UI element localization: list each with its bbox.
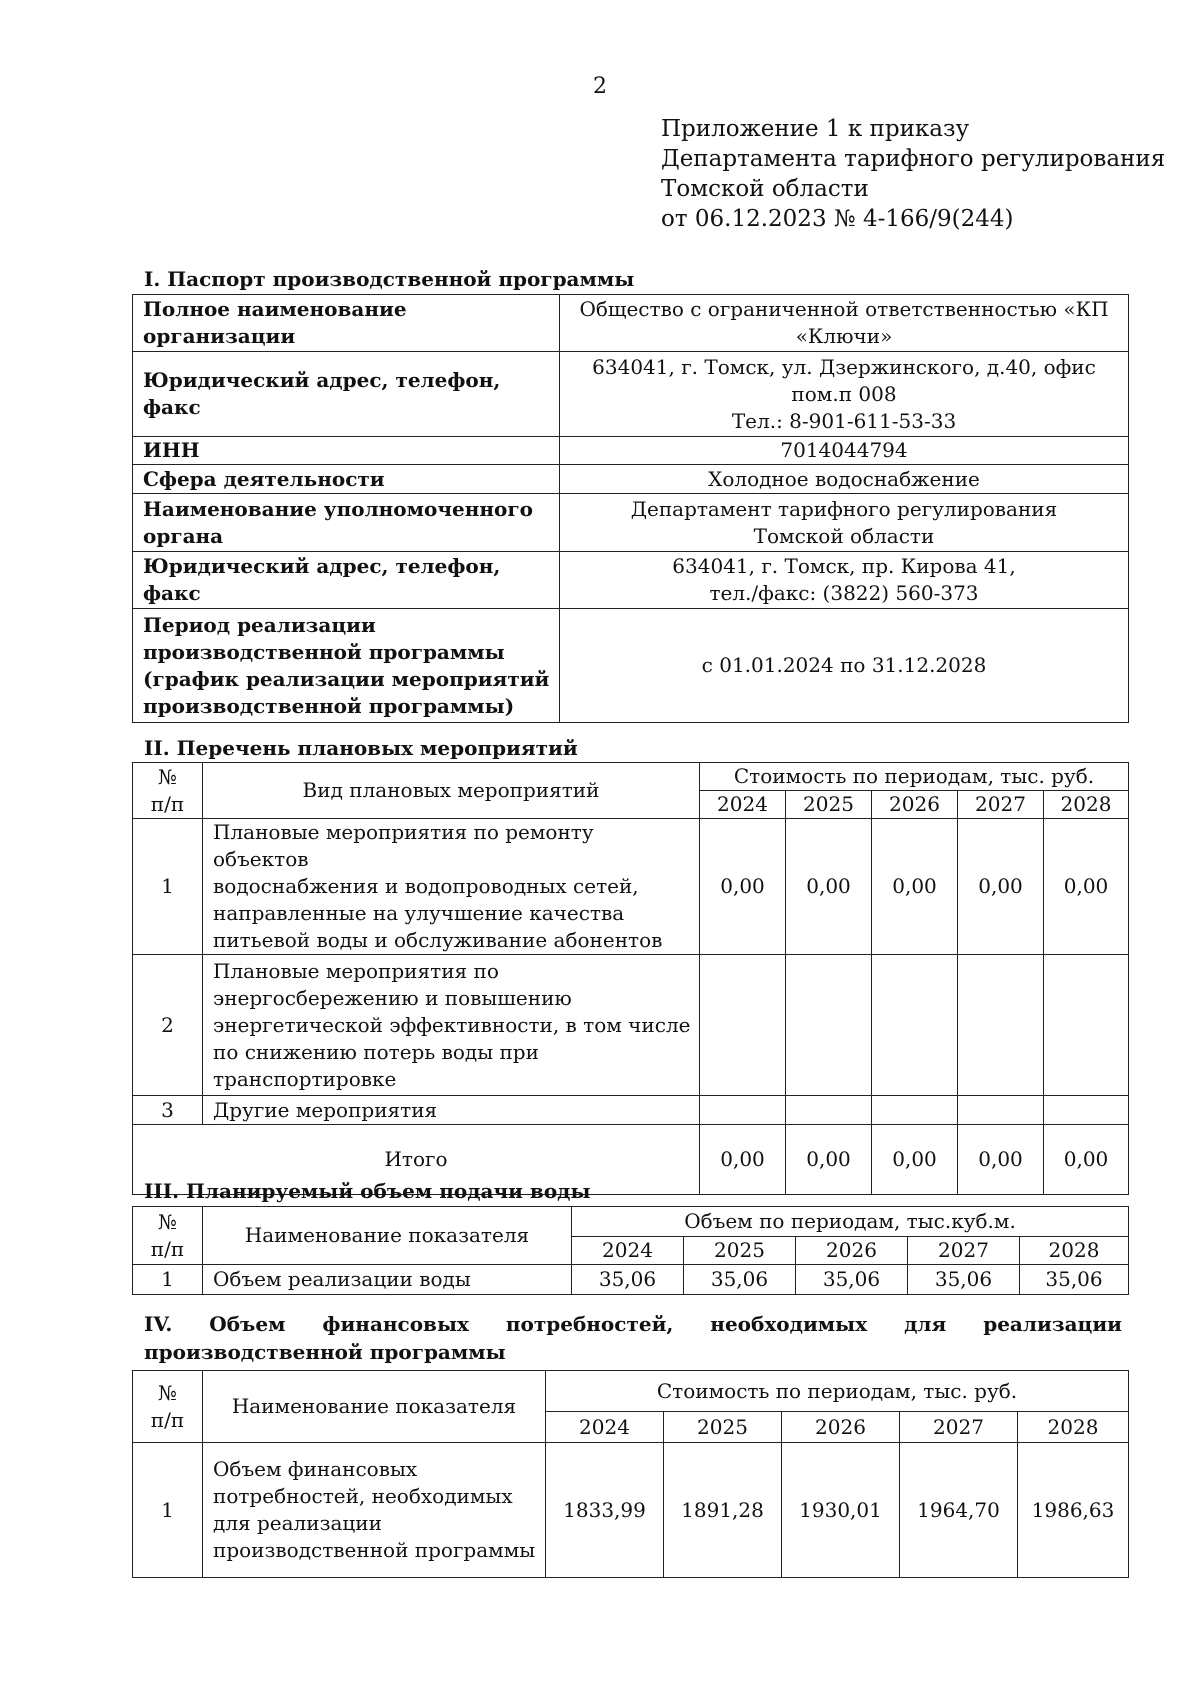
text-line: водоснабжения и водопроводных сетей, [213,874,639,898]
text-line: Другие мероприятия [213,1097,438,1122]
volume-cell: 35,06 [572,1265,684,1295]
activity-name [203,1096,700,1125]
year-header: 2028 [1044,791,1129,819]
text-line: питьевой воды и обслуживание абонентов [213,928,663,952]
text-line: Общество с ограниченной ответственностью «КП [579,297,1109,321]
col-name-header: Наименование показателя [203,1207,572,1265]
text-line: производственной программы [143,639,505,664]
section1-title: I. Паспорт производственной программы [144,267,635,291]
appendix-line: Департамента тарифного регулирования [661,146,1166,172]
activity-name [203,955,700,1096]
table-header-row [133,1207,1129,1237]
text-line: Холодное водоснабжение [708,466,980,491]
text-line: № [158,1380,177,1405]
cost-cell: 0,00 [786,819,872,955]
text-line: Полное наименование организации [143,297,407,348]
row-num: 1 [133,819,203,955]
text-line: Юридический адрес, телефон, факс [143,368,501,419]
finance-cell: 1833,99 [546,1443,664,1578]
year-header: 2027 [958,791,1044,819]
year-header: 2024 [700,791,786,819]
text-line: «Ключи» [795,324,893,348]
text-line: направленные на улучшение качества [213,901,625,925]
text-line: Объем финансовых [213,1457,418,1481]
year-header: 2025 [684,1237,796,1265]
volume-cell: 35,06 [1020,1265,1129,1295]
text-line: потребностей, необходимых [213,1484,513,1508]
text-line: п/п [150,1407,185,1432]
text-line: 634041, г. Томск, пр. Кирова 41, [672,554,1016,578]
text-line: органа [143,523,224,548]
cost-cell [700,1096,786,1125]
passport-value [560,609,1129,723]
cost-cell: 0,00 [872,819,958,955]
row-num: 3 [133,1096,203,1125]
passport-value [560,494,1129,552]
volume-cell: 35,06 [684,1265,796,1295]
table-row [133,437,1129,465]
text-line: № [158,764,177,789]
year-header: 2026 [782,1412,900,1443]
year-header: 2024 [572,1237,684,1265]
passport-label [133,465,560,494]
text-line: Период реализации [143,612,376,637]
passport-value [560,352,1129,437]
row-num: 1 [133,1443,203,1578]
text-line: № [158,1209,177,1234]
text-line: Томской области [753,523,935,548]
cost-cell [1044,955,1129,1096]
table-row [133,295,1129,352]
passport-label [133,609,560,723]
finance-cell: 1930,01 [782,1443,900,1578]
text-line: для реализации [213,1511,382,1535]
appendix-line: Приложение 1 к приказу [661,116,970,142]
volume-cell: 35,06 [796,1265,908,1295]
appendix-line: от 06.12.2023 № 4-166/9(244) [661,206,1014,232]
cost-cell [786,955,872,1096]
passport-label [133,352,560,437]
text-line: п/п [150,791,185,816]
table-row [133,819,1129,955]
cost-cell [872,1096,958,1125]
cost-cell: 0,00 [958,819,1044,955]
text-line: Департамент тарифного регулирования [630,496,1058,521]
cost-cell: 0,00 [700,819,786,955]
text-line: Наименование уполномоченного [143,496,533,521]
text-line: производственной программы [213,1538,536,1562]
year-header: 2027 [900,1412,1018,1443]
table-row [133,1096,1129,1125]
text-line: энергетической эффективности, в том числе [213,1012,691,1037]
col-num-header [133,1371,203,1443]
passport-label [133,437,560,465]
total-cell: 0,00 [1044,1125,1129,1195]
cost-cell: 0,00 [1044,819,1129,955]
table-header-row [133,1371,1129,1412]
table-row [133,552,1129,609]
row-num: 2 [133,955,203,1096]
year-header: 2028 [1020,1237,1129,1265]
cost-cell [958,1096,1044,1125]
text-line: Юридический адрес, телефон, факс [143,554,501,605]
finance-cell: 1964,70 [900,1443,1018,1578]
cost-cell [1044,1096,1129,1125]
section3-title: III. Планируемый объем подачи воды [144,1179,591,1203]
row-num: 1 [133,1265,203,1295]
text-line: с 01.01.2024 по 31.12.2028 [701,653,987,677]
year-header: 2024 [546,1412,664,1443]
text-line: 7014044794 [780,438,908,462]
passport-value [560,552,1129,609]
appendix-header [661,114,1165,234]
text-line: по снижению потерь воды при [213,1039,539,1064]
table-header-row [133,763,1129,791]
text-line: ИНН [143,438,200,462]
total-cell: 0,00 [700,1125,786,1195]
table-row [133,494,1129,552]
finance-cell: 1891,28 [664,1443,782,1578]
passport-label [133,295,560,352]
table-row [133,955,1129,1096]
appendix-line: Томской области [661,176,869,202]
text-line: Плановые мероприятия по ремонту объектов [213,820,594,871]
passport-value [560,465,1129,494]
text-line: пом.п 008 [791,381,897,406]
year-header: 2025 [786,791,872,819]
col-name-header: Наименование показателя [203,1371,546,1443]
passport-label [133,494,560,552]
year-header: 2026 [796,1237,908,1265]
passport-table [132,294,1129,723]
table-row [133,352,1129,437]
col-cost-header: Стоимость по периодам, тыс. руб. [546,1371,1129,1412]
text-line: тел./факс: (3822) 560-373 [709,581,979,605]
cost-cell [786,1096,872,1125]
page-number: 2 [593,74,607,99]
text-line: (график реализации мероприятий [143,666,550,691]
text-line: п/п [150,1236,185,1261]
col-num-header [133,763,203,819]
water-volume-table [132,1206,1129,1295]
text-line: 634041, г. Томск, ул. Дзержинского, д.40, офис [592,354,1096,379]
text-line: Сфера деятельности [143,466,385,491]
text-line: Плановые мероприятия по [213,958,499,983]
text-line: транспортировке [213,1066,397,1091]
activity-name [203,819,700,955]
year-header: 2028 [1018,1412,1129,1443]
total-cell: 0,00 [872,1125,958,1195]
section4-title: IV. Объем финансовых потребностей, необходимых для реализации производственной программы [144,1312,1122,1364]
table-row [133,465,1129,494]
text-line: производственной программы) [143,693,515,718]
cost-cell [700,955,786,1096]
table-row [133,1265,1129,1295]
volume-cell: 35,06 [908,1265,1020,1295]
passport-value [560,295,1129,352]
passport-label [133,552,560,609]
cost-cell [958,955,1044,1096]
col-volume-header: Объем по периодам, тыс.куб.м. [572,1207,1129,1237]
table-row [133,1443,1129,1578]
indicator-name [203,1443,546,1578]
col-cost-header: Стоимость по периодам, тыс. руб. [700,763,1129,791]
passport-value [560,437,1129,465]
year-header: 2026 [872,791,958,819]
activities-table [132,762,1129,1195]
section2-title: II. Перечень плановых мероприятий [144,736,578,760]
text-line: энергосбережению и повышению [213,985,572,1010]
financial-needs-table [132,1370,1129,1578]
cost-cell [872,955,958,1096]
text-line: Тел.: 8-901-611-53-33 [731,408,957,433]
indicator-name: Объем реализации воды [203,1265,572,1295]
total-cell: 0,00 [786,1125,872,1195]
total-cell: 0,00 [958,1125,1044,1195]
total-label: Итого [133,1125,700,1195]
year-header: 2027 [908,1237,1020,1265]
year-header: 2025 [664,1412,782,1443]
table-row [133,609,1129,723]
finance-cell: 1986,63 [1018,1443,1129,1578]
col-num-header [133,1207,203,1265]
col-name-header: Вид плановых мероприятий [203,763,700,819]
